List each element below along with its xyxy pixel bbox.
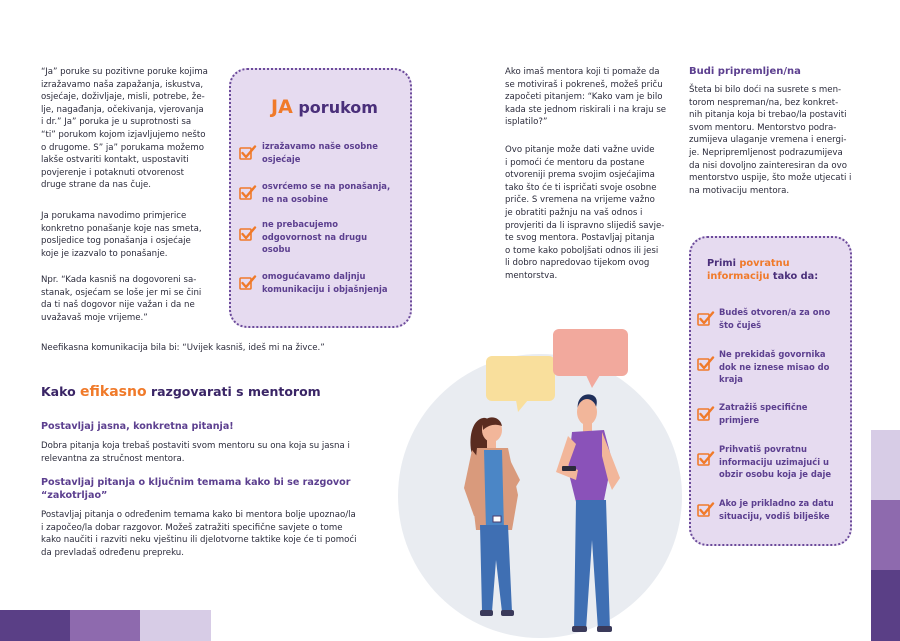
text-line: Šteta bi bilo doći na susrete s men- <box>689 85 842 95</box>
list-item-line: što čuješ <box>719 319 762 330</box>
list-item-line: Ako je prikladno za datu <box>719 498 834 508</box>
text-line: stanak, osjećam se loše jer mi se čini <box>41 287 202 298</box>
list-item-line: odgovornost na drugu <box>262 231 368 242</box>
feedback-title-post: tako da: <box>769 271 819 282</box>
ja-box-title <box>271 96 378 118</box>
ja-box-title-accent: JA <box>271 96 293 118</box>
list-item <box>262 270 402 295</box>
right-para <box>689 84 859 197</box>
text-line: povjerenje i potaknuti otvorenost <box>41 167 184 178</box>
list-item-line: Ne prekidaš govornika <box>719 349 826 359</box>
text-line: o tome kako poboljšati odnos ili jesi <box>505 245 659 256</box>
section-title-accent: efikasno <box>80 384 147 400</box>
list-item-line: omogućavamo daljnju <box>262 271 366 281</box>
list-item-line: ne na osobine <box>262 193 329 204</box>
list-item-line: Prihvatiš povratnu <box>719 444 807 454</box>
text-line: započeti pitanjem: “Kako vam je bilo <box>505 92 663 103</box>
list-item-line: situaciju, vodiš bilješke <box>719 510 830 521</box>
left-para-4 <box>41 342 341 355</box>
text-line: druge strane da nas čuje. <box>41 180 151 191</box>
text-line: izražavamo naša zapažanja, iskustva, <box>41 79 204 90</box>
section-title-post: razgovarati s mentorom <box>146 384 321 399</box>
checkmark-icon <box>239 145 257 161</box>
section-sub-1 <box>41 420 234 433</box>
text-line: Ja porukama navodimo primjerice <box>41 211 187 221</box>
feedback-box-title <box>707 257 818 283</box>
text-line: lje, nagađanja, očekivanja, vjerovanja <box>41 104 204 115</box>
text-line: svom mentoru. Mentorstvo podra- <box>689 122 837 133</box>
text-line: “ti” porukom kojom izjavljujemo nešto <box>41 129 206 140</box>
list-item-line: Budeš otvoren/a za ono <box>719 307 831 317</box>
right-square-2 <box>871 500 900 570</box>
list-item <box>262 140 402 165</box>
text-line: konkretno ponašanje koje nas smeta, <box>41 223 202 234</box>
text-line: otvoreniji prema svojim osjećajima <box>505 170 655 181</box>
text-line: Ako imaš mentora koji ti pomaže da <box>505 67 660 77</box>
left-para-2 <box>41 210 211 260</box>
text-line: zumijeva ulaganje vremena i energi- <box>689 135 847 146</box>
left-para-1 <box>41 66 211 192</box>
list-item <box>719 401 844 426</box>
right-heading <box>689 65 801 78</box>
text-line: uvažavaš moje vrijeme.” <box>41 312 148 323</box>
section-text-2 <box>41 509 376 559</box>
text-line: je obratiti pažnju na vaš odnos i <box>505 207 643 218</box>
checkmark-icon <box>239 275 257 291</box>
checkmark-icon <box>239 226 257 242</box>
text-line: na motivaciju mentora. <box>689 185 790 196</box>
list-item-line: obzir osobu koja je daje <box>719 469 832 480</box>
text-line: “zakotrljao” <box>41 490 108 501</box>
text-line: da ti naš dogovor nije važan i da ne <box>41 300 195 311</box>
feedback-title-accent-1: povratnu <box>739 258 790 269</box>
conversation-illustration <box>380 320 700 641</box>
middle-para-2 <box>505 144 673 283</box>
feedback-title-pre: Primi <box>707 258 740 269</box>
section-title-pre: Kako <box>41 384 81 399</box>
text-line: posljedice tog ponašanja i osjećaje <box>41 236 191 247</box>
list-item <box>719 306 844 331</box>
checkmark-icon <box>239 185 257 201</box>
bottom-left-square-3 <box>140 610 211 641</box>
text-line: provjeriti da li ispravno slijediš savje- <box>505 220 665 231</box>
section-title <box>41 384 321 400</box>
list-item-line: osobu <box>262 244 291 255</box>
text-line: “Ja” poruke su pozitivne poruke kojima <box>41 67 208 77</box>
bottom-left-square-2 <box>70 610 140 641</box>
text-line: Ovo pitanje može dati važne uvide <box>505 145 655 155</box>
list-item-line: osjećaje <box>262 153 301 164</box>
list-item <box>719 348 844 386</box>
text-line: i započeo/la dobar razgovor. Možeš zatražiti specifične savjete o tome <box>41 522 343 533</box>
middle-para-1 <box>505 66 673 129</box>
text-line: relevantna za stručnost mentora. <box>41 453 185 464</box>
text-line: nih pitanja koja bi trebao/la postaviti <box>689 110 847 121</box>
list-item <box>262 218 402 256</box>
list-item-line: dok ne iznese misao do <box>719 361 830 372</box>
ja-box-title-rest: porukom <box>292 98 378 117</box>
text-line: li dobro napredovao tijekom ovog <box>505 258 650 269</box>
text-line: tako što će ti ispričati svoje osobne <box>505 182 657 193</box>
list-item-line: komunikaciju i objašnjenja <box>262 283 388 294</box>
list-item-line: kraja <box>719 374 743 385</box>
text-line: kako naučiti i razviti neku vještinu ili djelotvorne taktike koje će ti pomoći <box>41 535 357 546</box>
list-item <box>719 497 844 522</box>
text-line: je. Nepripremljenost podrazumijeva <box>689 147 843 158</box>
bottom-left-square-1 <box>0 610 70 641</box>
text-line: o drugome. S” ja” porukama možemo <box>41 142 204 153</box>
list-item-line: osvrćemo se na ponašanja, <box>262 181 391 191</box>
text-line: Neefikasna komunikacija bila bi: “Uvijek kasniš, ideš mi na živce.” <box>41 343 325 353</box>
list-item <box>719 443 844 481</box>
text-line: i pomoći će mentoru da postane <box>505 157 645 168</box>
text-line: da nisi dovoljno zainteresiran da ovo <box>689 160 847 171</box>
text-line: te svog mentora. Postavljaj pitanja <box>505 233 655 244</box>
text-line: Dobra pitanja koja trebaš postaviti svom mentoru su ona koja su jasna i <box>41 441 350 451</box>
text-line: priče. S vremena na vrijeme važno <box>505 195 655 206</box>
text-line: osjećaje, doživljaje, misli, potrebe, že- <box>41 92 205 103</box>
text-line: Postavljaj pitanja o ključnim temama kako bi se razgovor <box>41 477 351 488</box>
right-heading-text: Budi pripremljen/na <box>689 66 801 77</box>
left-para-3 <box>41 274 211 324</box>
text-line: Postavljaj jasna, konkretna pitanja! <box>41 421 234 432</box>
right-square-3 <box>871 570 900 641</box>
text-line: Postavljaj pitanja o određenim temama kako bi mentora bolje upoznao/la <box>41 510 356 520</box>
text-line: da prevladaš određenu prepreku. <box>41 547 184 558</box>
text-line: mentorstva. <box>505 270 558 281</box>
list-item-line: izražavamo naše osobne <box>262 141 378 151</box>
section-text-1 <box>41 440 366 465</box>
text-line: koje je izazvalo to ponašanje. <box>41 248 168 259</box>
list-item-line: Zatražiš specifične <box>719 402 808 412</box>
text-line: isplatilo?” <box>505 117 548 128</box>
feedback-title-accent-2: informaciju <box>707 271 770 282</box>
text-line: se motiviraš i pokreneš, možeš priču <box>505 79 663 90</box>
section-sub-2 <box>41 476 351 502</box>
list-item <box>262 180 402 205</box>
text-line: Npr. “Kada kasniš na dogovoreni sa- <box>41 275 197 285</box>
text-line: kada ste jednom riskirali i na kraju se <box>505 104 667 115</box>
list-item-line: primjere <box>719 414 760 425</box>
text-line: mentorstvo uspije, što može utjecati i <box>689 173 852 184</box>
text-line: lakše ostvariti kontakt, uspostaviti <box>41 155 189 166</box>
text-line: i dr.” Ja” poruka je u suprotnosti sa <box>41 117 192 128</box>
text-line: torom nespreman/na, bez konkret- <box>689 97 839 108</box>
list-item-line: informaciju uzimajući u <box>719 456 829 467</box>
right-square-1 <box>871 430 900 500</box>
list-item-line: ne prebacujemo <box>262 219 338 229</box>
